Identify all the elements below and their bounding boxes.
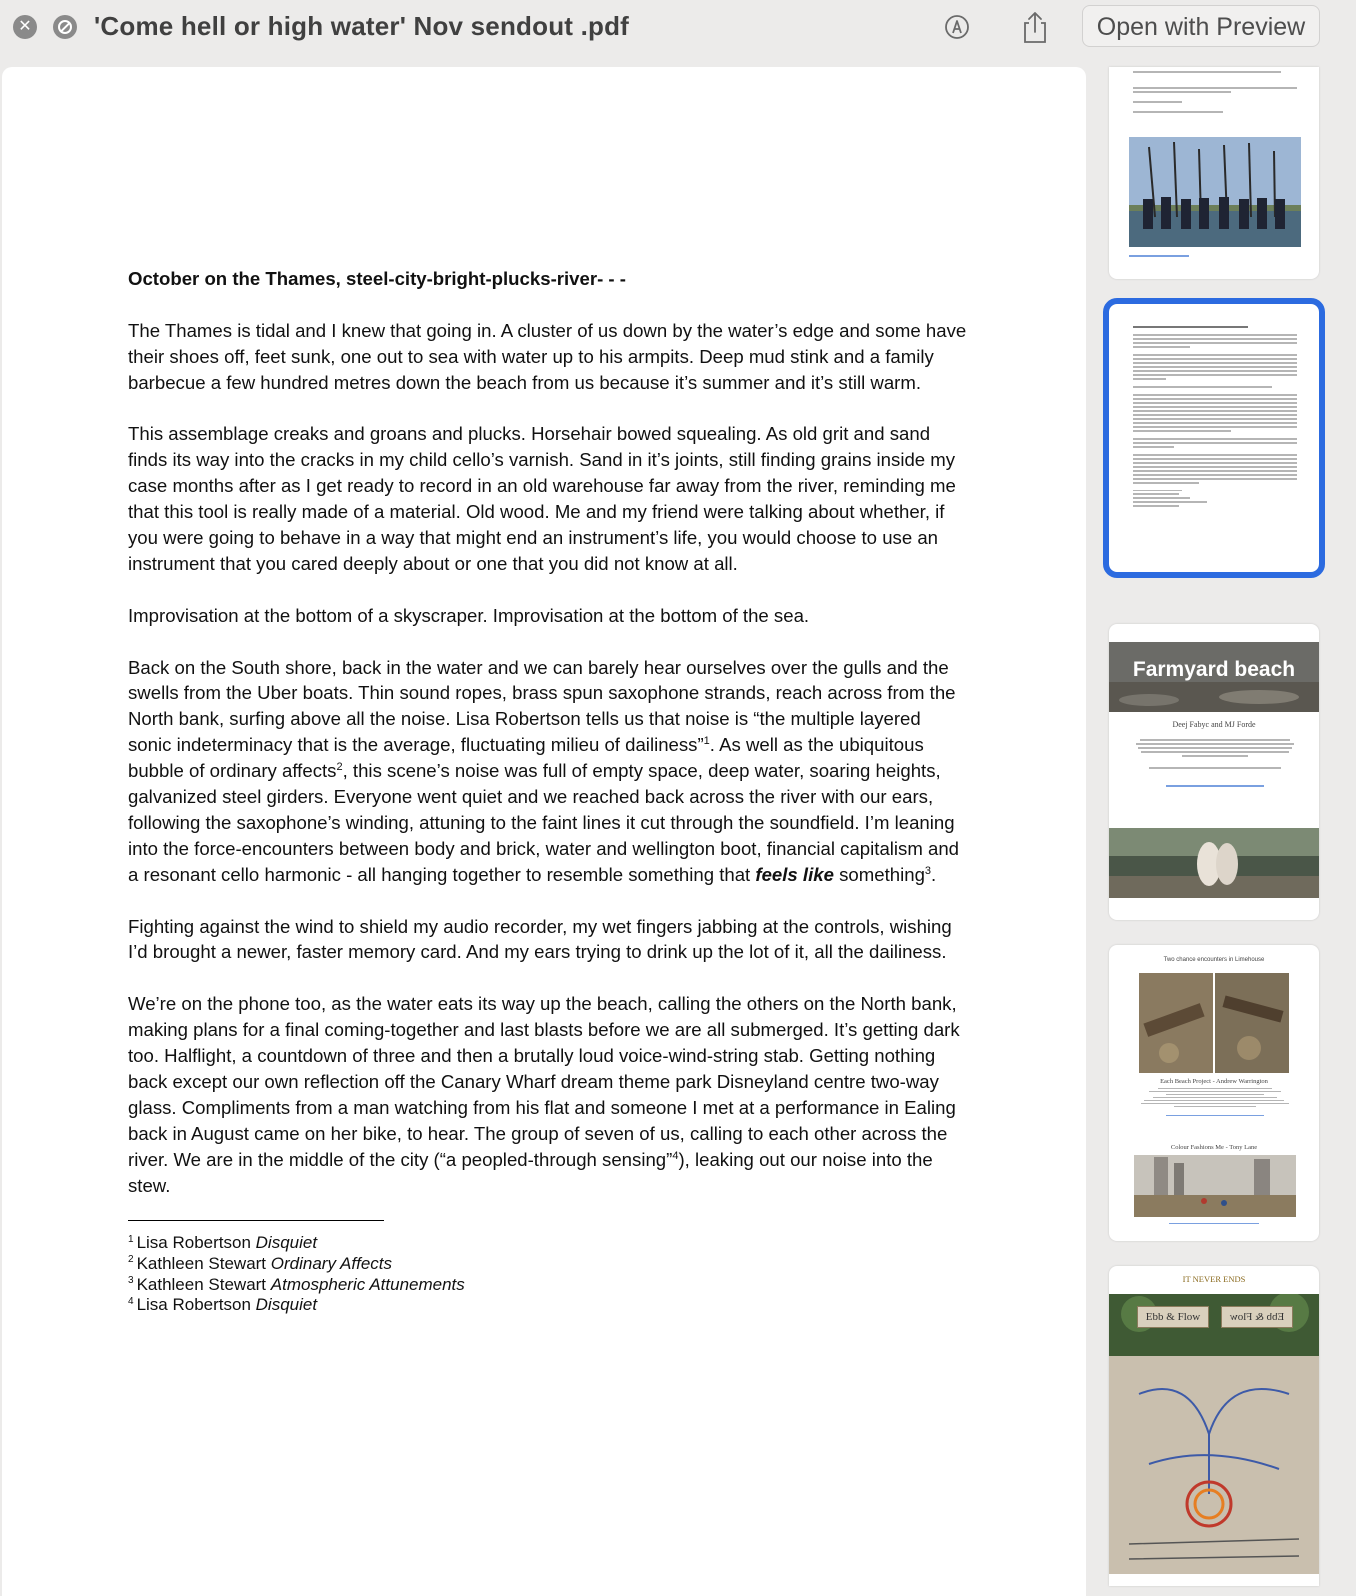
thumb5-title: IT NEVER ENDS: [1182, 1274, 1246, 1284]
thumbnail-sidebar[interactable]: [1089, 54, 1356, 1596]
page-thumbnail-1[interactable]: [1109, 67, 1319, 279]
banner-title: Farmyard beach: [1132, 658, 1296, 681]
canary-wharf-photo: [1134, 1155, 1296, 1217]
hide-icon[interactable]: [53, 15, 77, 39]
footnotes: [128, 1233, 968, 1315]
page-thumbnail-5[interactable]: [1109, 1266, 1319, 1586]
paragraph-6: [128, 991, 968, 1198]
footnote-num: 3: [128, 1274, 134, 1286]
beach-debris-photo: [1139, 973, 1289, 1073]
footnote-ref-3: 3: [924, 864, 932, 877]
footnote-ref-2: 2: [336, 760, 343, 773]
page-thumbnail-2-selected[interactable]: [1109, 304, 1319, 572]
thumb3-byline: Deej Fabyc and MJ Forde: [1172, 720, 1256, 729]
sign-right-mirrored: Ebb & Flow: [1221, 1306, 1293, 1328]
p6-text-a: We’re on the phone too, as the water eats its way up the beach, calling the others on the North bank, making plans for a final coming-together and last blasts before we are all submerged. It’s getting dark too. Halflight, a countdown of three and then a brutally loud voice-wind-string stab. Getting nothing back except our own reflection off the Canary Wharf dream theme park Disneyland centre two-way glass. Compliments from a man watching from his flat and someone I met at a performance in Ealing back in August came on her bike, to hear. The group of seven of us, calling to each other across the river. We are in the middle of the city (“a peopled-through sensing”: [128, 993, 960, 1170]
pdf-page[interactable]: [2, 67, 1086, 1596]
page-heading: October on the Thames, steel-city-bright-plucks-river- - -: [128, 268, 626, 289]
paragraph-1: The Thames is tidal and I knew that going in. A cluster of us down by the water’s edge and some have their shoes off, feet sunk, one out to sea with water up to his armpits. Deep mud stink and a family barbecue a few hundred metres down the beach from us because it’s summer and it’s still warm.: [128, 319, 967, 393]
markup-icon[interactable]: [944, 14, 970, 40]
footnote-author: Lisa Robertson: [136, 1233, 251, 1253]
thumb4-caption: Colour Fashions Me - Tony Lane: [1170, 1144, 1258, 1151]
footnote-work: Ordinary Affects: [270, 1254, 393, 1274]
paragraph-3: Improvisation at the bottom of a skyscraper. Improvisation at the bottom of the sea.: [128, 604, 810, 626]
wrestlers-photo: [1109, 828, 1319, 898]
ebb-flow-drawing: [1109, 1294, 1319, 1574]
group-photo-image: [1129, 137, 1301, 247]
page-thumbnail-3[interactable]: [1109, 624, 1319, 920]
farmyard-banner-image: [1109, 642, 1319, 712]
title-bar: [0, 0, 1356, 54]
footnote: [128, 1295, 968, 1316]
paragraph-4: [128, 655, 968, 888]
footnote: [128, 1275, 968, 1296]
footnote-ref-4: 4: [672, 1149, 679, 1162]
p4-text-d: something: [833, 863, 925, 885]
sign-left: Ebb & Flow: [1137, 1306, 1209, 1328]
footnote-num: 2: [128, 1254, 134, 1266]
thumb4-title: Two chance encounters in Limehouse: [1163, 957, 1265, 963]
share-icon[interactable]: [1020, 10, 1050, 44]
page-thumbnail-4[interactable]: [1109, 945, 1319, 1241]
p4-text-e: .: [931, 863, 937, 885]
p6-text-b: ), leaking out our noise into the stew.: [128, 1148, 933, 1196]
footnote-author: Lisa Robertson: [136, 1295, 251, 1315]
footnote: [128, 1233, 968, 1254]
footnote-num: 1: [128, 1233, 134, 1245]
open-with-preview-button[interactable]: Open with Preview: [1082, 5, 1320, 47]
page-content: [128, 266, 968, 1316]
window-title: 'Come hell or high water' Nov sendout .pdf: [94, 11, 630, 41]
paragraph-5: Fighting against the wind to shield my audio recorder, my wet fingers jabbing at the controls, wishing I’d brought a newer, faster memory card. And my ears trying to drink up the lot of it, all the dailiness.: [128, 915, 952, 963]
footnote-ref-1: 1: [703, 735, 710, 748]
footnote-work: Atmospheric Attunements: [270, 1274, 465, 1294]
footnote-num: 4: [128, 1295, 134, 1307]
close-icon[interactable]: ✕: [13, 15, 37, 39]
footnote-divider: [128, 1220, 384, 1221]
p4-text-b: . As well as the ubiquitous bubble of ordinary affects: [128, 734, 924, 782]
footnote-work: Disquiet: [255, 1295, 318, 1315]
footnote-work: Disquiet: [255, 1233, 318, 1253]
p4-emphasis: feels like: [755, 863, 834, 885]
p4-text-a: Back on the South shore, back in the water and we can barely hear ourselves over the gulls and the swells from the Uber boats. Thin sound ropes, brass spun saxophone strands, reach across from the North bank, surfing above all the noise. Lisa Robertson tells us that noise is “the multiple layered sonic indeterminacy that is the average, fluctuating milieu of dailiness”: [128, 656, 956, 756]
footnote-author: Kathleen Stewart: [136, 1254, 267, 1274]
thumb4-project: Each Beach Project - Andrew Warrington: [1160, 1078, 1268, 1085]
footnote-author: Kathleen Stewart: [136, 1274, 267, 1294]
p4-text-c: , this scene’s noise was full of empty space, deep water, soaring heights, galvanized steel girders. Everyone went quiet and we reached back across the river with our ears, following the saxophone’s winding, attuning to the faint lines it cut through the soundfield. I’m leaning into the force-encounters between body and brick, water and wellington boot, financial capitalism and a resonant cello harmonic - all hanging together to resemble something that: [128, 760, 960, 885]
footnote: [128, 1254, 968, 1275]
paragraph-2: This assemblage creaks and groans and plucks. Horsehair bowed squealing. As old grit and sand finds its way into the cracks in my child cello’s varnish. Sand in it’s joints, still finding grains inside my case months after as I get ready to record in an old warehouse far away from the river, reminding me that this tool is really made of a material. Old wood. Me and my friend were talking about whether, if you were going to behave in a way that might end an instrument’s life, you would choose to use an instrument that you cared deeply about or one that you did not know at all.: [128, 423, 956, 574]
